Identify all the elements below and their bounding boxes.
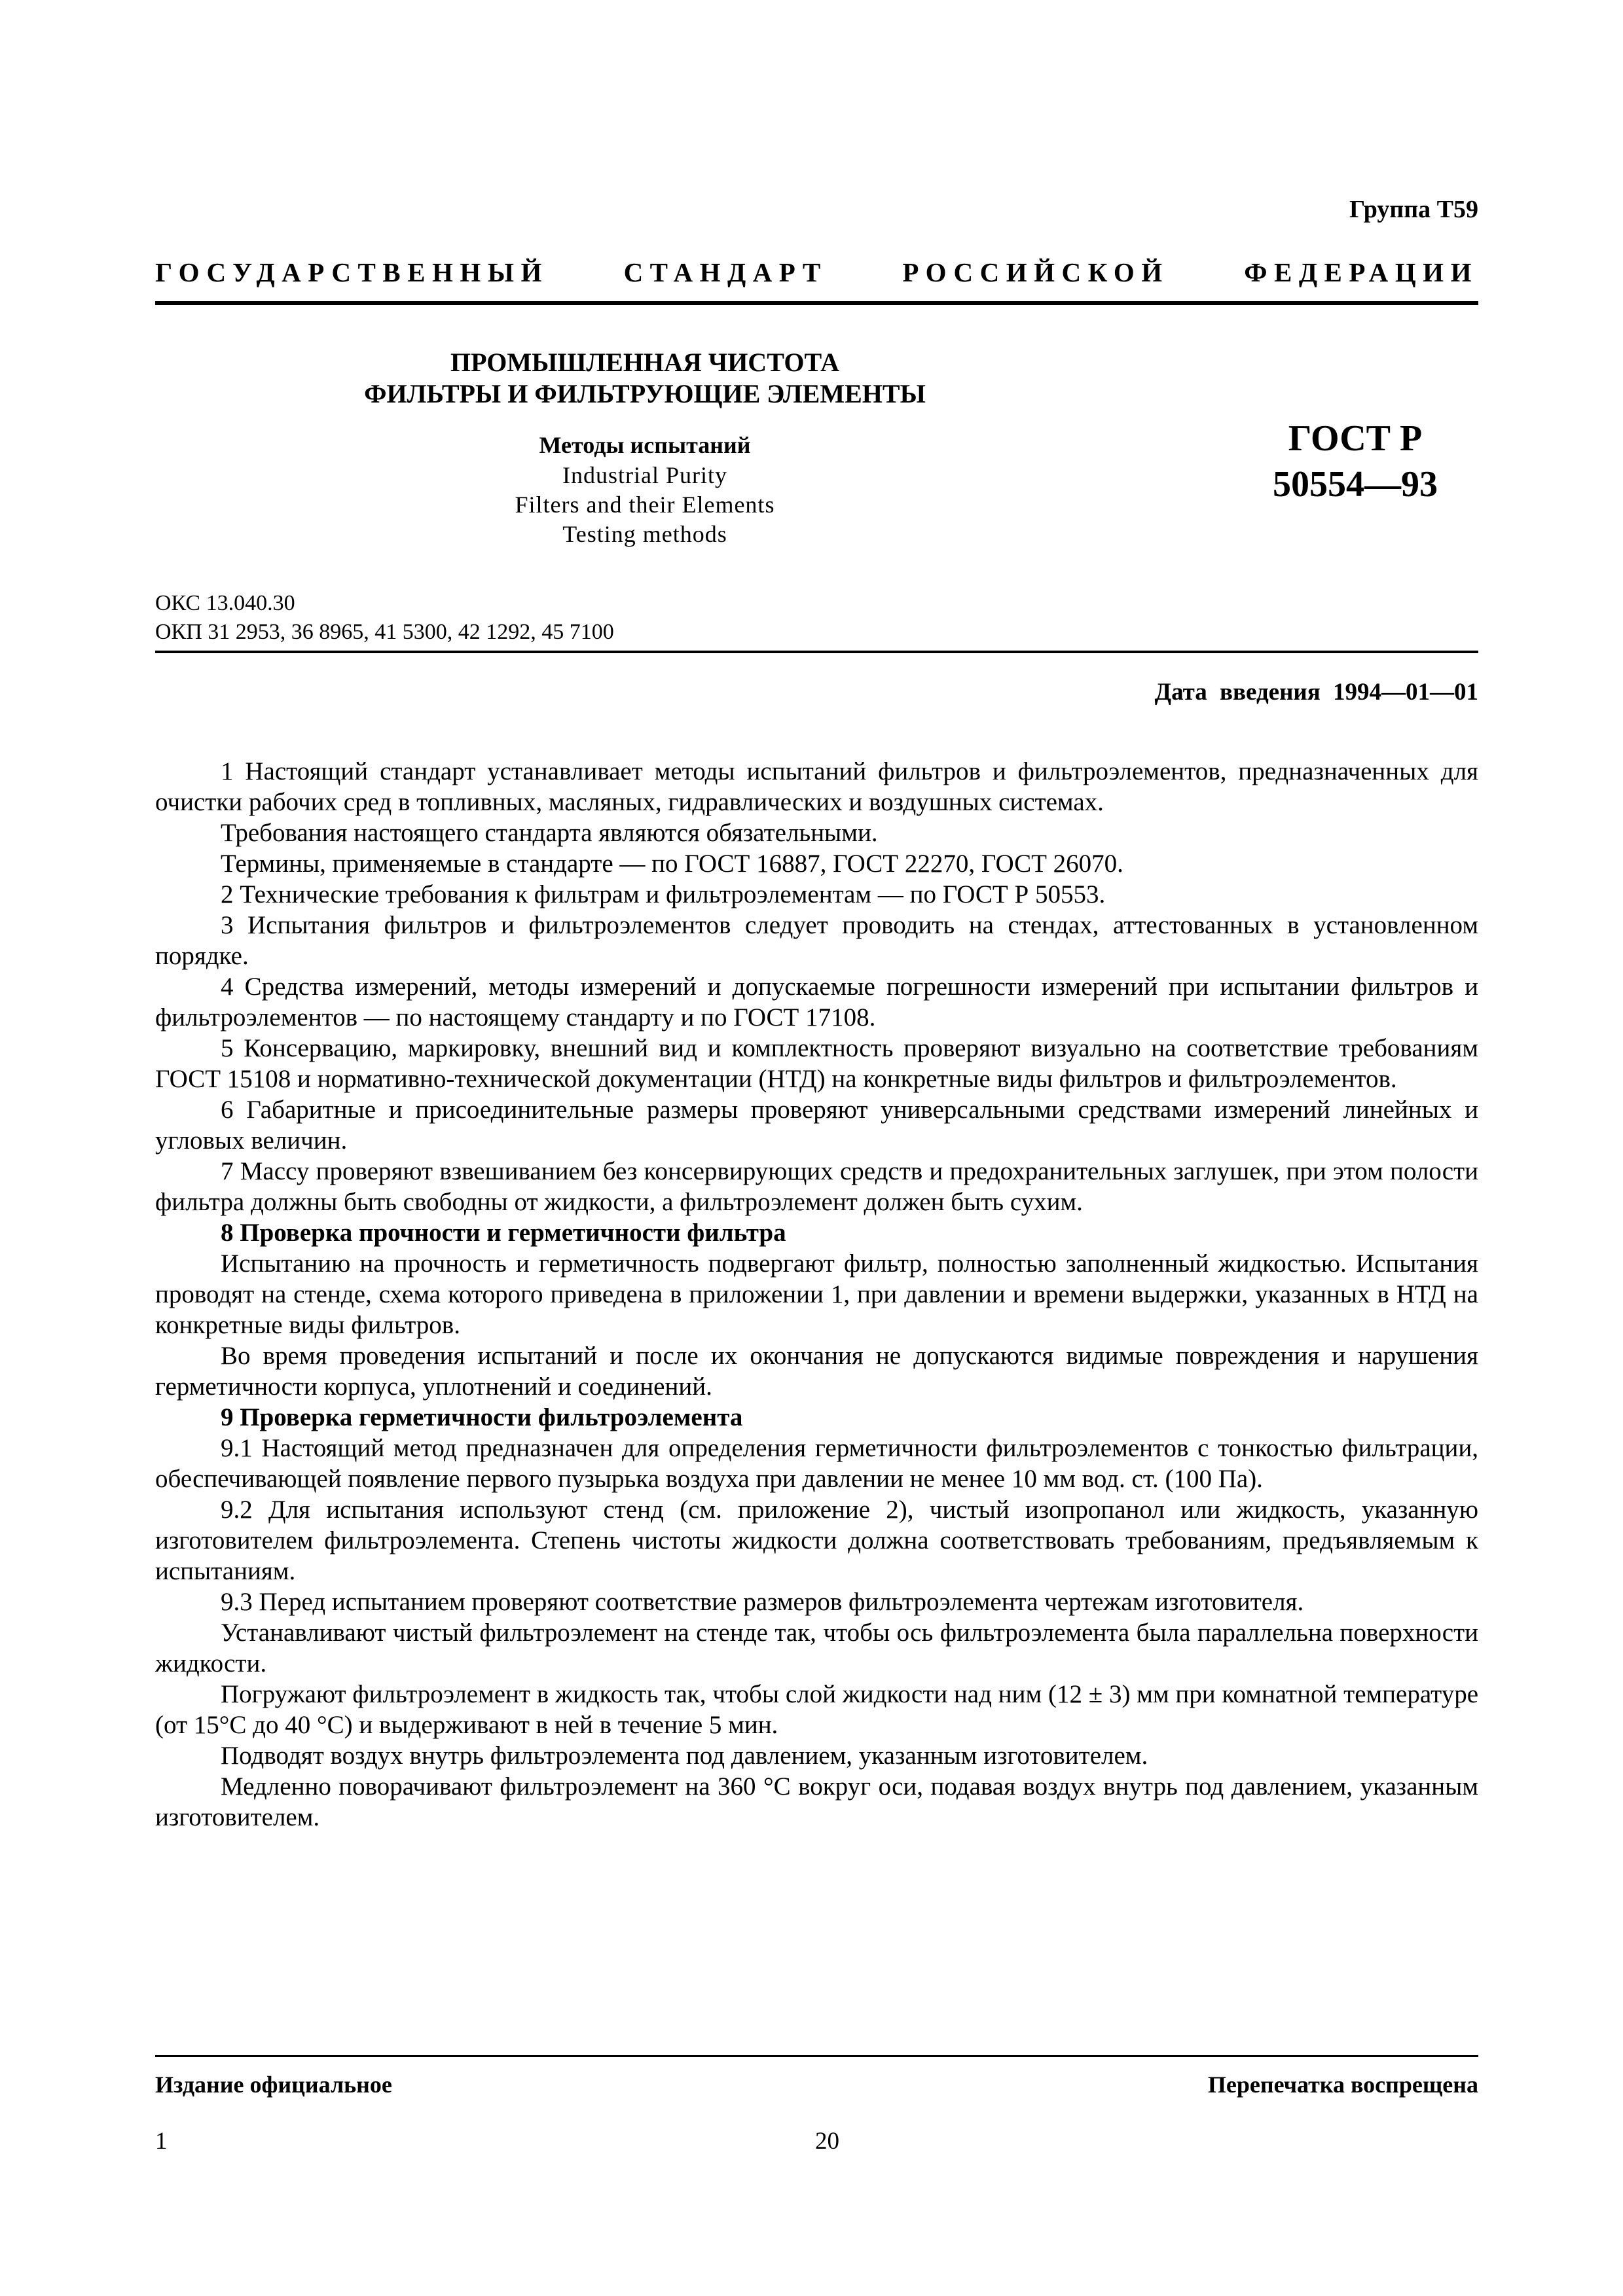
paragraph: Подводят воздух внутрь фильтроэлемента под давлением, указанным изготовителем. (221, 1742, 1148, 1770)
paragraph: 4 Средства измерений, методы измерений и допускаемые погрешности измерений при испытании фильтров и фильтроэлементов — по настоящему стандарту и по ГОСТ 17108. (155, 973, 1478, 1031)
oks-code: ОКС 13.040.30 (155, 591, 295, 615)
paragraph: 9.1 Настоящий метод предназначен для определения герметичности фильтроэлементов с тонкостью фильтрации, обеспечивающей появление первого пузырька воздуха при давлении не менее 10 мм вод. ст. (100 Па). (155, 1434, 1478, 1493)
section-heading: 9 Проверка герметичности фильтроэлемента (221, 1403, 743, 1431)
title-line: ПРОМЫШЛЕННАЯ ЧИСТОТА (450, 348, 840, 377)
introduction-date: Дата введения 1994—01—01 (1154, 679, 1478, 706)
paragraph: 2 Технические требования к фильтрам и фильтроэлементам — по ГОСТ Р 50553. (221, 880, 1106, 908)
middle-divider (155, 651, 1478, 653)
section-heading: 8 Проверка прочности и герметичности фильтра (221, 1219, 786, 1247)
gost-designation (1224, 416, 1486, 507)
paragraph: Испытанию на прочность и герметичность подвергают фильтр, полностью заполненный жидкостью. Испытания проводят на стенде, схема которого приведена в приложении 1, при давлении и времени выдержки, указанных в НТД на конкретные виды фильтров. (155, 1249, 1478, 1339)
paragraph: Устанавливают чистый фильтроэлемент на стенде так, чтобы ось фильтроэлемента была параллельна поверхности жидкости. (155, 1619, 1478, 1677)
subtitle: Методы испытаний (539, 432, 751, 458)
paragraph: 6 Габаритные и присоединительные размеры проверяют универсальными средствами измерений линейных и угловых величин. (155, 1096, 1478, 1155)
page-number: 20 (815, 2128, 839, 2155)
paragraph: Термины, применяемые в стандарте — по ГОСТ 16887, ГОСТ 22270, ГОСТ 26070. (221, 850, 1123, 878)
paragraph: Погружают фильтроэлемент в жидкость так, чтобы слой жидкости над ним (12 ± 3) мм при комнатной температуре (от 15°С до 40 °С) и выдерживают в ней в течение 5 мин. (155, 1680, 1478, 1739)
paragraph: 9.2 Для испытания используют стенд (см. приложение 2), чистый изопропанол или жидкость, указанную изготовителем фильтроэлемента. Степень чистоты жидкости должна соответствовать требованиям, предъявляемым к испытаниям. (155, 1496, 1478, 1585)
english-title-line: Industrial Purity (562, 462, 727, 488)
classification-codes (155, 589, 614, 647)
heading-word: РОССИЙСКОЙ (902, 257, 1169, 287)
document-body (155, 756, 1478, 1833)
top-divider (155, 301, 1478, 305)
paragraph: 1 Настоящий стандарт устанавливает методы испытаний фильтров и фильтроэлементов, предназначенных для очистки рабочих сред в топливных, масляных, гидравлических и воздушных системах. (155, 757, 1478, 816)
paragraph: Требования настоящего стандарта являются обязательными. (221, 819, 878, 847)
okp-codes: ОКП 31 2953, 36 8965, 41 5300, 42 1292, 45 7100 (155, 620, 614, 644)
heading-word: ФЕДЕРАЦИИ (1244, 257, 1478, 287)
paragraph: 3 Испытания фильтров и фильтроэлементов следует проводить на стендах, аттестованных в установленном порядке. (155, 911, 1478, 970)
paragraph: 9.3 Перед испытанием проверяют соответствие размеров фильтроэлемента чертежам изготовителя. (221, 1588, 1304, 1616)
paragraph: Во время проведения испытаний и после их окончания не допускаются видимые повреждения и нарушения герметичности корпуса, уплотнений и соединений. (155, 1342, 1478, 1401)
gost-line: ГОСТ Р (1288, 418, 1423, 459)
paragraph: 7 Массу проверяют взвешиванием без консервирующих средств и предохранительных заглушек, при этом полости фильтра должны быть свободны от жидкости, а фильтроэлемент должен быть сухим. (155, 1157, 1478, 1216)
bottom-divider (155, 2055, 1478, 2057)
sheet-number: 1 (155, 2128, 168, 2155)
heading-word: ГОСУДАРСТВЕННЫЙ (155, 257, 549, 287)
heading-word: СТАНДАРТ (623, 257, 828, 287)
reprint-note: Перепечатка воспрещена (1207, 2072, 1478, 2098)
title-block (275, 347, 1015, 549)
paragraph: 5 Консервацию, маркировку, внешний вид и комплектность проверяют визуально на соответствие требованиям ГОСТ 15108 и нормативно-технической документации (НТД) на конкретные виды фильтров и фильтроэлементов. (155, 1034, 1478, 1093)
title-line: ФИЛЬТРЫ И ФИЛЬТРУЮЩИЕ ЭЛЕМЕНТЫ (364, 379, 926, 408)
state-standard-heading (155, 257, 1478, 288)
english-title-line: Testing methods (562, 521, 727, 547)
paragraph: Медленно поворачивают фильтроэлемент на 360 °С вокруг оси, подавая воздух внутрь под давлением, указанным изготовителем. (155, 1772, 1478, 1831)
gost-number: 50554—93 (1273, 464, 1438, 505)
group-code: Группа Т59 (1349, 196, 1478, 223)
english-title-line: Filters and their Elements (515, 492, 775, 518)
edition-note: Издание официальное (155, 2072, 392, 2098)
